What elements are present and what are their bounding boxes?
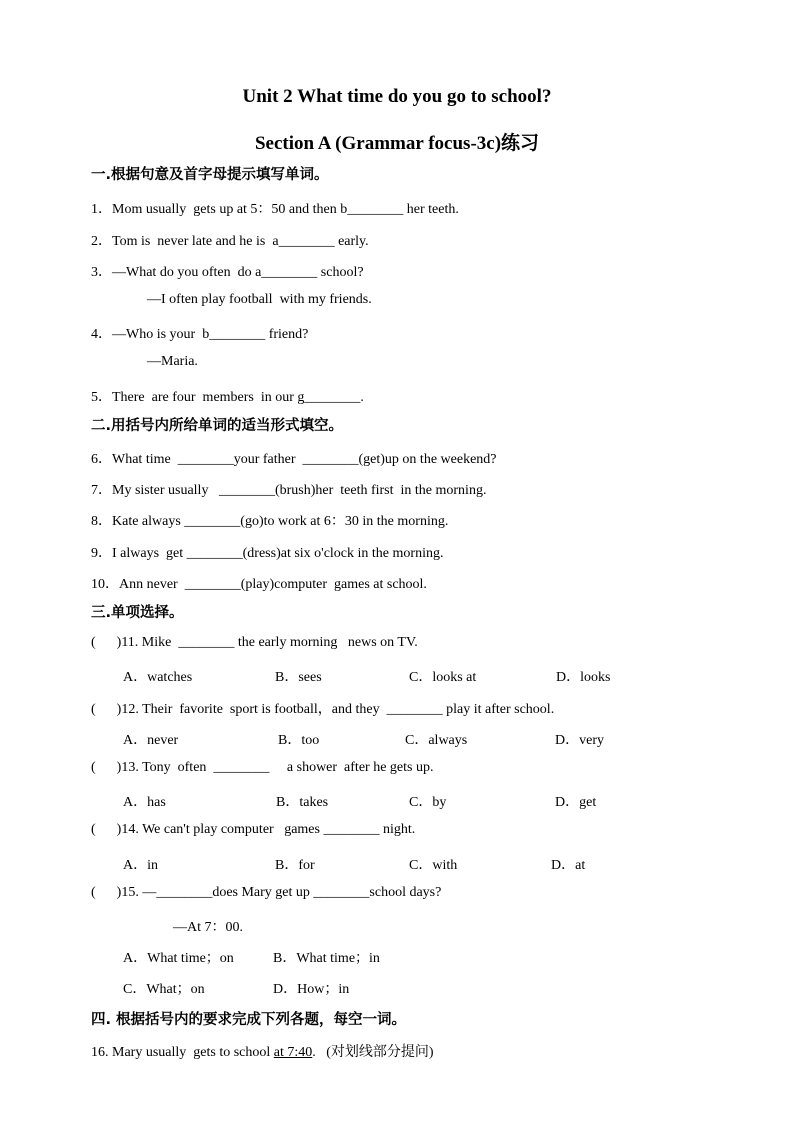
q14-option-a: A．in (123, 858, 158, 873)
question-3: 3．—What do you often do a________ school? (91, 265, 364, 280)
q12-option-d: D．very (555, 733, 604, 748)
question-9: 9．I always get ________(dress)at six o'clock in the morning. (91, 546, 444, 561)
q13-option-d: D．get (555, 795, 597, 810)
q12-option-a: A．never (123, 733, 179, 748)
q13-option-b: B．takes (276, 795, 329, 810)
q15-option-d: D．How；in (273, 982, 350, 997)
q12-option-c: C．always (405, 733, 468, 748)
question-1: 1．Mom usually gets up at 5：50 and then b________ her teeth. (91, 202, 459, 217)
question-14: ( )14. We can't play computer games ________ night. (91, 822, 416, 837)
section-heading-3: 三.单项选择。 (91, 605, 184, 621)
q11-option-a: A．watches (123, 670, 193, 685)
question-16-underlined: at 7:40 (273, 1045, 313, 1060)
q13-option-a: A．has (123, 795, 166, 810)
q11-option-c: C．looks at (409, 670, 477, 685)
question-2: 2．Tom is never late and he is a________ early. (91, 234, 369, 249)
question-3-answer: —I often play football with my friends. (147, 292, 372, 307)
question-6: 6．What time ________your father ________(get)up on the weekend? (91, 452, 497, 467)
question-15: ( )15. —________does Mary get up ________school days? (91, 885, 442, 900)
q11-option-b: B．sees (275, 670, 322, 685)
section-heading-1: 一.根据句意及首字母提示填写单词。 (91, 167, 329, 183)
question-16 (91, 1041, 434, 1061)
page-subtitle: Section A (Grammar focus-3c)练习 (254, 133, 540, 154)
question-4-answer: —Maria. (147, 354, 198, 369)
question-5: 5．There are four members in our g________. (91, 390, 364, 405)
question-7: 7．My sister usually ________(brush)her teeth first in the morning. (91, 483, 487, 498)
question-15-answer: —At 7：00. (173, 920, 243, 935)
q14-option-b: B．for (275, 858, 315, 873)
section-heading-4: 四. 根据括号内的要求完成下列各题，每空一词。 (91, 1012, 407, 1028)
question-11: ( )11. Mike ________ the early morning news on TV. (91, 635, 418, 650)
question-12: ( )12. Their favorite sport is football，and they ________ play it after school. (91, 702, 555, 717)
question-8: 8．Kate always ________(go)to work at 6：30 in the morning. (91, 514, 449, 529)
page-title: Unit 2 What time do you go to school? (242, 86, 552, 107)
q13-option-c: C．by (409, 795, 447, 810)
question-10: 10．Ann never ________(play)computer games at school. (91, 577, 427, 592)
q11-option-d: D．looks (556, 670, 611, 685)
section-heading-2: 二.用括号内所给单词的适当形式填空。 (91, 418, 344, 434)
question-16-text: 16. Mary usually gets to school (91, 1045, 274, 1060)
q12-option-b: B．too (278, 733, 320, 748)
q15-option-c: C．What；on (123, 982, 205, 997)
question-13: ( )13. Tony often ________ a shower after he gets up. (91, 760, 434, 775)
q14-option-d: D．at (551, 858, 586, 873)
q14-option-c: C．with (409, 858, 458, 873)
question-16-instruction: . (对划线部分提问) (312, 1045, 434, 1060)
q15-option-b: B．What time；in (273, 951, 380, 966)
q15-option-a: A．What time；on (123, 951, 234, 966)
question-4: 4．—Who is your b________ friend? (91, 327, 309, 342)
